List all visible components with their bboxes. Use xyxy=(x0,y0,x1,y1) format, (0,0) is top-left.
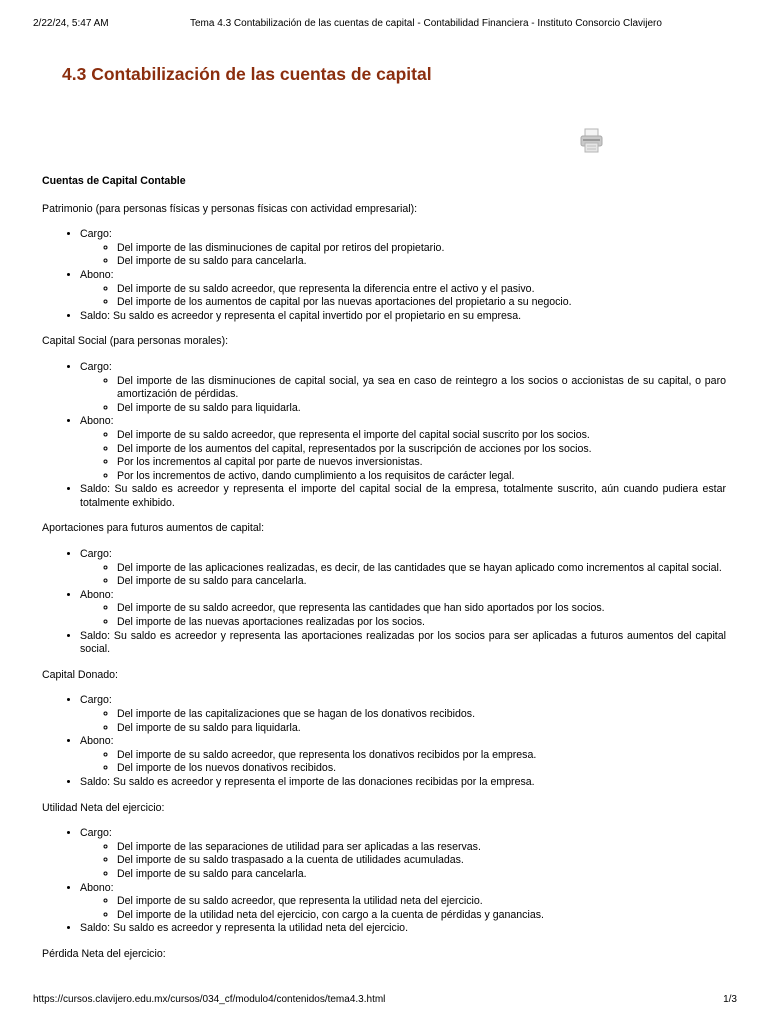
section-intro: Utilidad Neta del ejercicio: xyxy=(42,801,165,814)
cargo-detail: ◦ Del importe de su saldo para liquidarla. xyxy=(117,722,726,736)
cargo-detail: ◦ Del importe de su saldo para cancelarla. xyxy=(117,575,726,589)
cargo-detail: ◦ Del importe de las disminuciones de capital por retiros del propietario. xyxy=(117,242,726,256)
sections-container xyxy=(42,203,726,936)
section-intro: Pérdida Neta del ejercicio: xyxy=(42,947,166,960)
abono-item xyxy=(80,269,726,310)
cargo-detail: ◦ Del importe de su saldo para cancelarla. xyxy=(117,255,726,269)
abono-label: Abono: xyxy=(80,268,114,281)
abono-sublist xyxy=(80,283,726,310)
account-rules-list xyxy=(42,361,726,511)
print-date: 2/22/24, 5:47 AM xyxy=(33,18,109,29)
abono-label: Abono: xyxy=(80,881,114,894)
account-rules-list xyxy=(42,694,726,789)
cargo-sublist xyxy=(80,375,726,416)
saldo-item: • Saldo: Su saldo es acreedor y representa las aportaciones realizadas por los socios para ser aplicadas a futuros aumentos del capital social. xyxy=(80,630,726,657)
cargo-label: Cargo: xyxy=(80,827,112,840)
cargo-label: Cargo: xyxy=(80,548,112,561)
cargo-item xyxy=(80,694,726,735)
abono-item xyxy=(80,589,726,630)
account-rules-list xyxy=(42,827,726,936)
abono-detail: ◦ Del importe de su saldo acreedor, que representa los donativos recibidos por la empresa. xyxy=(117,749,726,763)
abono-sublist xyxy=(80,602,726,629)
cargo-detail: ◦ Del importe de su saldo para liquidarla. xyxy=(117,402,726,416)
cargo-label: Cargo: xyxy=(80,694,112,707)
cargo-detail: ◦ Del importe de las disminuciones de capital social, ya sea en caso de reintegro a los socios o accionistas de su capital, o paro amortización de pérdidas. xyxy=(117,375,726,402)
cargo-sublist xyxy=(80,708,726,735)
abono-sublist xyxy=(80,895,726,922)
cargo-detail: ◦ Del importe de las separaciones de utilidad para ser aplicadas a las reservas. xyxy=(117,841,726,855)
abono-detail: ◦ Del importe de los aumentos de capital por las nuevas aportaciones del propietario a su negocio. xyxy=(117,296,726,310)
abono-label: Abono: xyxy=(80,588,114,601)
page-title: 4.3 Contabilización de las cuentas de capital xyxy=(62,64,432,84)
cargo-detail: ◦ Del importe de su saldo para cancelarla. xyxy=(117,868,726,882)
saldo-item: • Saldo: Su saldo es acreedor y representa el importe del capital social de la empresa, totalmente suscrito, aún cuando pudiera estar totalmente exhibido. xyxy=(80,483,726,510)
cargo-label: Cargo: xyxy=(80,228,112,241)
saldo-item: • Saldo: Su saldo es acreedor y representa el capital invertido por el propietario en su empresa. xyxy=(80,310,726,324)
document-title: Tema 4.3 Contabilización de las cuentas de capital - Contabilidad Financiera - Instituto Consorcio Clavijero xyxy=(190,18,662,29)
page-number: 1/3 xyxy=(723,994,737,1005)
print-button[interactable] xyxy=(578,127,605,154)
section-intro: Patrimonio (para personas físicas y personas físicas con actividad empresarial): xyxy=(42,202,418,215)
section-intro: Aportaciones para futuros aumentos de capital: xyxy=(42,522,265,535)
abono-item xyxy=(80,882,726,923)
cargo-sublist xyxy=(80,242,726,269)
abono-label: Abono: xyxy=(80,735,114,748)
section-heading: Cuentas de Capital Contable xyxy=(42,175,186,187)
cargo-label: Cargo: xyxy=(80,360,112,373)
abono-detail: ◦ Del importe de la utilidad neta del ejercicio, con cargo a la cuenta de pérdidas y ganancias. xyxy=(117,909,726,923)
cargo-item xyxy=(80,228,726,269)
abono-detail: ◦ Por los incrementos de activo, dando cumplimiento a los requisitos de carácter legal. xyxy=(117,470,726,484)
abono-item xyxy=(80,735,726,776)
saldo-item: • Saldo: Su saldo es acreedor y representa el importe de las donaciones recibidas por la empresa. xyxy=(80,776,726,790)
cargo-detail: ◦ Del importe de su saldo traspasado a la cuenta de utilidades acumuladas. xyxy=(117,854,726,868)
cargo-item xyxy=(80,548,726,589)
abono-detail: ◦ Del importe de su saldo acreedor, que representa el importe del capital social suscrito por los socios. xyxy=(117,429,726,443)
abono-detail: ◦ Del importe de su saldo acreedor, que representa la utilidad neta del ejercicio. xyxy=(117,895,726,909)
abono-detail: ◦ Del importe de su saldo acreedor, que representa las cantidades que han sido aportados por los socios. xyxy=(117,602,726,616)
printer-icon xyxy=(578,127,605,154)
main-content xyxy=(42,175,726,974)
abono-detail: ◦ Del importe de su saldo acreedor, que representa la diferencia entre el activo y el pasivo. xyxy=(117,283,726,297)
saldo-item: • Saldo: Su saldo es acreedor y representa la utilidad neta del ejercicio. xyxy=(80,922,726,936)
abono-detail: ◦ Del importe de los nuevos donativos recibidos. xyxy=(117,762,726,776)
abono-label: Abono: xyxy=(80,415,114,428)
cargo-item xyxy=(80,361,726,415)
abono-item xyxy=(80,415,726,483)
page-url: https://cursos.clavijero.edu.mx/cursos/034_cf/modulo4/contenidos/tema4.3.html xyxy=(33,994,386,1005)
abono-detail: ◦ Por los incrementos al capital por parte de nuevos inversionistas. xyxy=(117,456,726,470)
cargo-detail: ◦ Del importe de las aplicaciones realizadas, es decir, de las cantidades que se hayan aplicado como incrementos al capital social. xyxy=(117,562,726,576)
abono-sublist xyxy=(80,749,726,776)
cargo-sublist xyxy=(80,562,726,589)
abono-detail: ◦ Del importe de las nuevas aportaciones realizadas por los socios. xyxy=(117,616,726,630)
abono-sublist xyxy=(80,429,726,483)
section-intro: Capital Social (para personas morales): xyxy=(42,335,229,348)
section-intro: Capital Donado: xyxy=(42,668,118,681)
cargo-item xyxy=(80,827,726,881)
account-rules-list xyxy=(42,228,726,323)
abono-detail: ◦ Del importe de los aumentos del capital, representados por la suscripción de acciones por los socios. xyxy=(117,443,726,457)
cargo-sublist xyxy=(80,841,726,882)
cargo-detail: ◦ Del importe de las capitalizaciones que se hagan de los donativos recibidos. xyxy=(117,708,726,722)
account-rules-list xyxy=(42,548,726,657)
